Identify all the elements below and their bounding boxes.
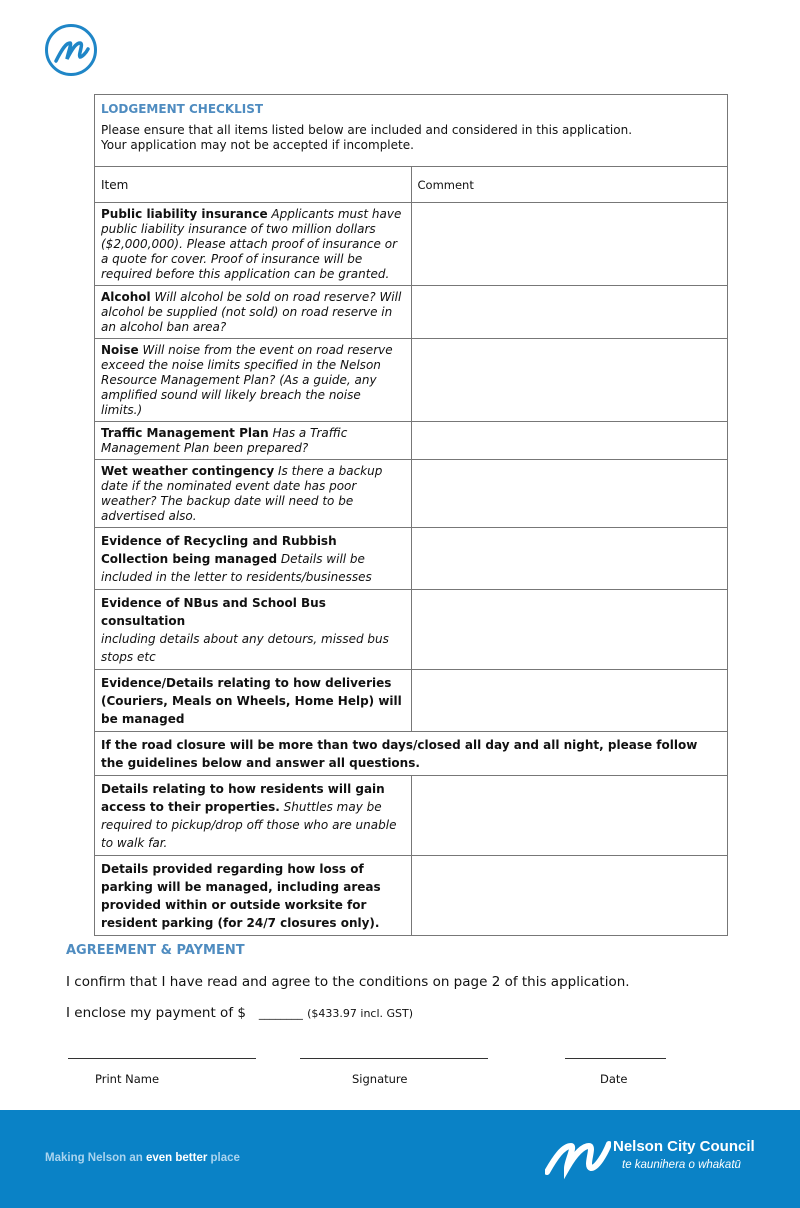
full-width-row: If the road closure will be more than two days/closed all day and all night, please follow the guidelines below and answer all questions.: [95, 732, 728, 776]
comment-cell[interactable]: [411, 856, 728, 936]
comment-cell[interactable]: [411, 776, 728, 856]
table-row: Traffic Management Plan Has a Traffic Management Plan been prepared?: [95, 422, 728, 460]
brand-subtitle: te kaunihera o whakatū: [622, 1159, 741, 1171]
table-row: Wet weather contingency Is there a backup date if the nominated event date has poor weather? The backup date will need to be advertised also.: [95, 460, 728, 528]
brand-name: Nelson City Council: [613, 1138, 755, 1155]
payment-blank[interactable]: ________: [258, 1007, 303, 1020]
comment-cell[interactable]: [411, 286, 728, 339]
comment-cell[interactable]: [411, 460, 728, 528]
comment-cell[interactable]: [411, 203, 728, 286]
comment-cell[interactable]: [411, 339, 728, 422]
footer-banner: [0, 1110, 800, 1208]
footer-tagline: Making Nelson an even better place: [45, 1152, 240, 1164]
table-row: Public liability insurance Applicants must have public liability insurance of two million dollars ($2,000,000). Please attach proof of insurance or a quote for cover. Proof of insurance will be required before this application can be granted.: [95, 203, 728, 286]
n-wave-icon: [54, 35, 90, 67]
col-item-header: Item: [95, 167, 412, 203]
lodgement-checklist-table: [94, 94, 728, 936]
table-row: Details relating to how residents will gain access to their properties. Shuttles may be required to pickup/drop off those who are unable to walk far.: [95, 776, 728, 856]
payment-amount: ($433.97 incl. GST): [307, 1007, 414, 1020]
date-label: Date: [600, 1072, 628, 1086]
table-row: Noise Will noise from the event on road reserve exceed the noise limits specified in the Nelson Resource Management Plan? (As a guide, any amplified sound will likely breach the noise limits.): [95, 339, 728, 422]
signature-label: Signature: [352, 1072, 408, 1086]
comment-cell[interactable]: [411, 422, 728, 460]
signature-section: [0, 1044, 800, 1106]
table-row: Alcohol Will alcohol be sold on road reserve? Will alcohol be supplied (not sold) on road reserve in an alcohol ban area?: [95, 286, 728, 339]
council-brand: [545, 1136, 775, 1182]
date-line[interactable]: [565, 1058, 666, 1059]
comment-cell[interactable]: [411, 590, 728, 670]
checklist-title: LODGEMENT CHECKLIST: [101, 102, 264, 116]
print-name-label: Print Name: [95, 1072, 160, 1086]
table-row: Details provided regarding how loss of parking will be managed, including areas provided within or outside worksite for resident parking (for 24/7 closures only).: [95, 856, 728, 936]
comment-cell[interactable]: [411, 528, 728, 590]
table-row: Evidence of NBus and School Bus consultation including details about any detours, missed bus stops etc: [95, 590, 728, 670]
council-logo: [45, 24, 97, 76]
payment-line: I enclose my payment of $ ________ ($433.97 incl. GST): [66, 1005, 414, 1021]
agreement-title: AGREEMENT & PAYMENT: [66, 943, 245, 958]
checklist-header: [95, 95, 728, 167]
table-row: Evidence of Recycling and Rubbish Collection being managed Details will be included in the letter to residents/businesses: [95, 528, 728, 590]
n-wave-icon: [545, 1136, 611, 1180]
comment-cell[interactable]: [411, 670, 728, 732]
print-name-line[interactable]: [68, 1058, 256, 1059]
table-row: Evidence/Details relating to how deliveries (Couriers, Meals on Wheels, Home Help) will be managed: [95, 670, 728, 732]
intro-line-1: Please ensure that all items listed below are included and considered in this application.: [101, 123, 633, 137]
signature-line[interactable]: [300, 1058, 488, 1059]
confirm-text: I confirm that I have read and agree to the conditions on page 2 of this application.: [66, 974, 630, 990]
intro-line-2: Your application may not be accepted if incomplete.: [101, 138, 414, 152]
col-comment-header: Comment: [411, 167, 728, 203]
